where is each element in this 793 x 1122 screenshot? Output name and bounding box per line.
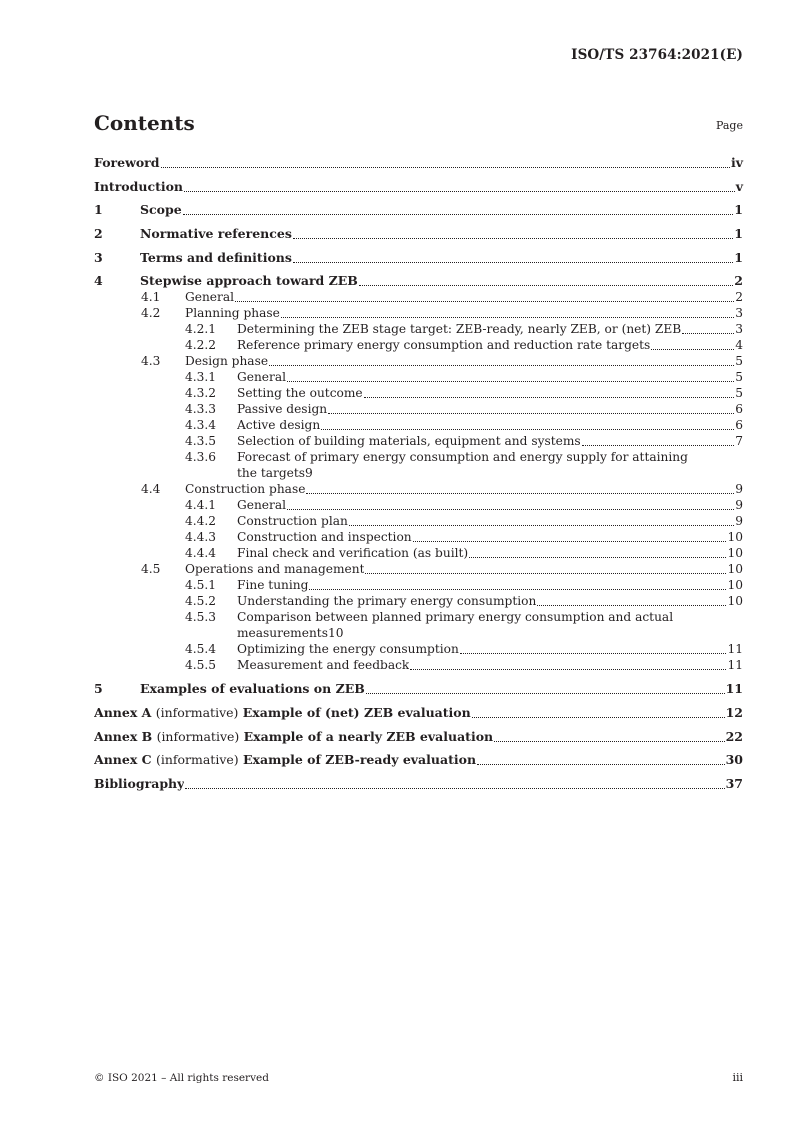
- toc-page-number: 1: [734, 202, 743, 218]
- dot-leader: [183, 213, 734, 215]
- toc-clause-number: 4.5.3: [185, 610, 217, 625]
- dot-leader: [413, 540, 727, 542]
- toc-sub-4-3-4[interactable]: [94, 417, 743, 433]
- toc-page-number: 3: [735, 306, 743, 321]
- toc-entry-title: Determining the ZEB stage target: ZEB-ready, nearly ZEB, or (net) ZEB: [237, 322, 682, 337]
- annex-status: (informative): [155, 704, 239, 720]
- annex-label: Annex A: [94, 704, 152, 720]
- toc-sub-4-3[interactable]: [94, 353, 743, 369]
- toc-sub-4-5-2[interactable]: [94, 593, 743, 609]
- toc-clause-number: 4.4: [141, 482, 161, 497]
- toc-entry-title: Foreword: [94, 155, 160, 170]
- toc-sub-4-5-3[interactable]: [94, 609, 743, 641]
- dot-leader: [328, 412, 734, 414]
- dot-leader: [321, 428, 734, 430]
- toc-sub-4-4[interactable]: [94, 481, 743, 497]
- toc-entry-title: General: [185, 290, 234, 305]
- toc-entry-title: Measurement and feedback: [237, 658, 410, 673]
- dot-leader: [651, 348, 734, 350]
- toc-entry-title: Construction phase: [185, 482, 306, 497]
- dot-leader: [477, 763, 725, 765]
- toc-clause-number: 4.5: [141, 562, 161, 577]
- toc-page-number: 9: [735, 498, 743, 513]
- toc-entry-title: Introduction: [94, 178, 184, 194]
- toc-page-number: 5: [735, 386, 743, 401]
- toc-annex-b[interactable]: [94, 729, 743, 745]
- toc-clause-number: 1: [94, 202, 103, 218]
- toc-page-number: 1: [734, 226, 743, 242]
- toc-clause-number: 4: [94, 273, 103, 289]
- toc-page-number: 4: [735, 338, 743, 353]
- document-id: ISO/TS 23764:2021(E): [571, 47, 743, 63]
- toc-entry-title: Bibliography: [94, 775, 185, 791]
- toc-page-number: 10: [327, 626, 344, 641]
- toc-page-number: 6: [735, 402, 743, 417]
- toc-sub-4-5-1[interactable]: [94, 577, 743, 593]
- table-of-contents: [94, 155, 743, 800]
- toc-clause-number: 4.5.1: [185, 578, 217, 593]
- toc-sub-4-5-4[interactable]: [94, 641, 743, 657]
- footer-page-number: iii: [732, 1071, 743, 1084]
- toc-entry-title: Construction plan: [237, 514, 348, 529]
- toc-page-number: 10: [727, 530, 743, 545]
- toc-sub-4-3-2[interactable]: [94, 385, 743, 401]
- toc-clause-number: 4.2.2: [185, 338, 217, 353]
- toc-entry-title: Operations and management: [185, 562, 365, 577]
- toc-clause-number: 4.4.1: [185, 498, 217, 513]
- toc-page-number: 6: [735, 418, 743, 433]
- toc-clause-number: 4.3.1: [185, 370, 217, 385]
- toc-entry-title: Fine tuning: [237, 578, 309, 593]
- toc-sub-4-3-6[interactable]: [94, 449, 743, 481]
- toc-sub-4-5[interactable]: [94, 561, 743, 577]
- toc-page-number: 5: [735, 354, 743, 369]
- dot-leader: [359, 284, 733, 286]
- toc-clause-number: 4.3.3: [185, 402, 217, 417]
- toc-entry-title: Example of a nearly ZEB evaluation: [243, 728, 494, 744]
- toc-page-number: 11: [725, 681, 743, 697]
- dot-leader: [281, 316, 734, 318]
- toc-entry-title: Examples of evaluations on ZEB: [140, 681, 365, 697]
- dot-leader: [537, 604, 726, 606]
- toc-page-number: 12: [725, 704, 743, 720]
- toc-entry-title-line2: measurements: [237, 626, 328, 641]
- toc-entry-title: Stepwise approach toward ZEB: [140, 273, 358, 289]
- toc-sub-4-3-3[interactable]: [94, 401, 743, 417]
- dot-leader: [306, 492, 734, 494]
- toc-page-number: 7: [735, 434, 743, 449]
- toc-sub-4-4-3[interactable]: [94, 529, 743, 545]
- toc-sub-4-2-1[interactable]: [94, 321, 743, 337]
- dot-leader: [582, 444, 735, 446]
- toc-clause-number: 4.2.1: [185, 322, 217, 337]
- dot-leader: [287, 508, 734, 510]
- toc-page-number: v: [735, 178, 743, 194]
- annex-status: (informative): [155, 752, 239, 768]
- toc-sub-4-5-5[interactable]: [94, 657, 743, 673]
- dot-leader: [293, 261, 733, 263]
- toc-clause-number: 4.5.5: [185, 658, 217, 673]
- toc-clause-number: 4.3.5: [185, 434, 217, 449]
- toc-entry-title: Terms and definitions: [140, 249, 292, 265]
- toc-page-number: 10: [727, 562, 743, 577]
- dot-leader: [494, 740, 724, 742]
- dot-leader: [184, 190, 735, 192]
- toc-sub-4-2-2[interactable]: [94, 337, 743, 353]
- toc-entry-title: Passive design: [237, 402, 328, 417]
- toc-sub-4-4-1[interactable]: [94, 497, 743, 513]
- toc-clause-4[interactable]: [94, 273, 743, 289]
- toc-foreword[interactable]: [94, 155, 743, 171]
- toc-entry-title-line1: Forecast of primary energy consumption and energy supply for attaining: [237, 450, 688, 465]
- toc-clause-number: 4.3.6: [185, 450, 217, 465]
- toc-sub-4-3-5[interactable]: [94, 433, 743, 449]
- toc-sub-4-3-1[interactable]: [94, 369, 743, 385]
- toc-entry-title: Scope: [140, 202, 182, 218]
- toc-clause-number: 4.3.4: [185, 418, 217, 433]
- toc-clause-number: 4.5.2: [185, 594, 217, 609]
- toc-page-number: 30: [725, 752, 743, 768]
- toc-entry-title: Example of (net) ZEB evaluation: [242, 704, 471, 720]
- annex-label: Annex C: [94, 752, 152, 768]
- toc-page-number: 3: [735, 322, 743, 337]
- toc-clause-number: 4.1: [141, 290, 161, 305]
- toc-page-number: 10: [727, 594, 743, 609]
- toc-entry-title-line2: the targets: [237, 466, 305, 481]
- toc-entry-title-line1: Comparison between planned primary energy consumption and actual: [237, 610, 674, 625]
- dot-leader: [287, 380, 734, 382]
- toc-clause-number: 4.5.4: [185, 642, 217, 657]
- dot-leader: [365, 572, 726, 574]
- toc-entry-title: Construction and inspection: [237, 530, 412, 545]
- dot-leader: [349, 524, 734, 526]
- toc-entry-title: Understanding the primary energy consumption: [237, 594, 537, 609]
- toc-entry-title: Selection of building materials, equipment and systems: [237, 434, 581, 449]
- dot-leader: [469, 556, 726, 558]
- toc-entry-title: Setting the outcome: [237, 386, 363, 401]
- toc-clause-number: 3: [94, 249, 103, 265]
- toc-entry-title: General: [237, 498, 286, 513]
- toc-sub-4-4-2[interactable]: [94, 513, 743, 529]
- toc-entry-title: Optimizing the energy consumption: [237, 642, 459, 657]
- toc-entry-title: General: [237, 370, 286, 385]
- toc-page-number: 11: [727, 658, 743, 673]
- toc-annex-c[interactable]: [94, 752, 743, 768]
- dot-leader: [309, 588, 726, 590]
- toc-page-number: 1: [734, 249, 743, 265]
- toc-entry-title: Planning phase: [185, 306, 280, 321]
- dot-leader: [472, 716, 725, 718]
- dot-leader: [269, 364, 734, 366]
- page-column-label: Page: [715, 119, 743, 132]
- toc-bibliography[interactable]: [94, 776, 743, 792]
- toc-entry-title: Final check and verification (as built): [237, 546, 469, 561]
- page-title: Contents: [94, 111, 195, 135]
- toc-page-number: 10: [727, 546, 743, 561]
- toc-page-number: iv: [730, 155, 743, 170]
- annex-label: Annex B: [94, 728, 153, 744]
- toc-page-number: 37: [725, 775, 743, 791]
- footer-copyright: © ISO 2021 – All rights reserved: [94, 1072, 269, 1084]
- toc-page-number: 5: [735, 370, 743, 385]
- toc-page-number: 2: [734, 273, 743, 289]
- toc-clause-5[interactable]: [94, 681, 743, 697]
- toc-page-number: 11: [727, 642, 743, 657]
- dot-leader: [682, 332, 734, 334]
- toc-annex-a[interactable]: [94, 705, 743, 721]
- toc-entry-title: Example of ZEB-ready evaluation: [243, 752, 477, 768]
- toc-clause-number: 4.2: [141, 306, 161, 321]
- toc-clause-number: 5: [94, 681, 103, 697]
- toc-entry-title: Normative references: [140, 226, 292, 242]
- annex-status: (informative): [156, 728, 240, 744]
- toc-entry-title: Reference primary energy consumption and reduction rate targets: [237, 338, 651, 353]
- toc-introduction[interactable]: [94, 179, 743, 195]
- toc-clause-number: 4.3.2: [185, 386, 217, 401]
- dot-leader: [410, 668, 726, 670]
- toc-clause-number: 2: [94, 226, 103, 242]
- toc-page-number: 22: [725, 728, 743, 744]
- dot-leader: [161, 166, 730, 168]
- toc-clause-2[interactable]: [94, 226, 743, 242]
- toc-clause-number: 4.4.2: [185, 514, 217, 529]
- toc-page-number: 10: [727, 578, 743, 593]
- dot-leader: [364, 396, 735, 398]
- toc-page-number: 2: [735, 290, 743, 305]
- toc-entry-title: Design phase: [185, 354, 269, 369]
- dot-leader: [366, 692, 725, 694]
- toc-entry-title: Active design: [237, 418, 321, 433]
- toc-clause-1[interactable]: [94, 202, 743, 218]
- toc-sub-4-1[interactable]: [94, 289, 743, 305]
- toc-clause-number: 4.4.3: [185, 530, 217, 545]
- toc-page-number: 9: [735, 482, 743, 497]
- dot-leader: [293, 237, 733, 239]
- toc-page-number: 9: [735, 514, 743, 529]
- toc-clause-number: 4.3: [141, 354, 161, 369]
- toc-clause-number: 4.4.4: [185, 546, 217, 561]
- dot-leader: [185, 787, 724, 789]
- dot-leader: [460, 652, 727, 654]
- toc-page-number: 9: [305, 466, 313, 481]
- dot-leader: [235, 300, 734, 302]
- toc-clause-3[interactable]: [94, 250, 743, 266]
- toc-sub-4-4-4[interactable]: [94, 545, 743, 561]
- toc-sub-4-2[interactable]: [94, 305, 743, 321]
